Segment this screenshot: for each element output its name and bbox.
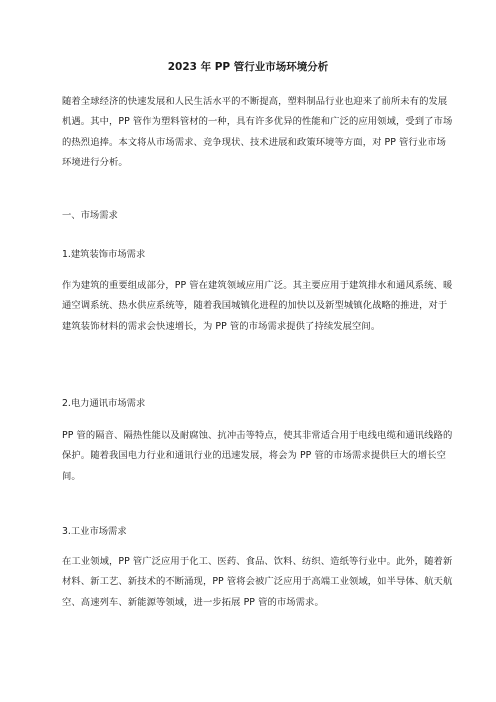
paragraph-power-telecom-demand: PP 管的隔音、隔热性能以及耐腐蚀、抗冲击等特点，使其非常适合用于电线电缆和通讯线路的保护。随着我国电力行业和通讯行业的迅速发展，将会为 PP 管的市场需求提供巨大的增长空间。 [62,430,453,482]
paragraph-construction-demand: 作为建筑的重要组成部分，PP 管在建筑领域应用广泛。其主要应用于建筑排水和通风系统、暖通空调系统、热水供应系统等，随着我国城镇化进程的加快以及新型城镇化战略的推进，对于建筑装饰材料的需求会快速增长，为 PP 管的市场需求提供了持续发展空间。 [62,280,453,332]
subheading-industrial-demand: 3.工业市场需求 [62,526,127,537]
document-title: 2023 年 PP 管行业市场环境分析 [167,61,329,73]
section-heading-market-demand: 一、市场需求 [62,210,118,221]
subheading-construction-demand: 1.建筑装饰市场需求 [62,249,146,260]
intro-paragraph: 随着全球经济的快速发展和人民生活水平的不断提高，塑料制品行业也迎来了前所未有的发展机遇。其中，PP 管作为塑料管材的一种，具有许多优异的性能和广泛的应用领域，受到了市场的热烈追捧。本文将从市场需求、竞争现状、技术进展和政策环境等方面，对 PP 管行业市场环境进行分析。 [62,96,453,168]
subheading-power-telecom-demand: 2.电力通讯市场需求 [62,398,146,409]
paragraph-industrial-demand: 在工业领域，PP 管广泛应用于化工、医药、食品、饮料、纺织、造纸等行业中。此外，随着新材料、新工艺、新技术的不断涌现，PP 管将会被广泛应用于高端工业领域，如半导体、航天航空、高速列车、新能源等领域，进一步拓展 PP 管的市场需求。 [62,556,453,608]
